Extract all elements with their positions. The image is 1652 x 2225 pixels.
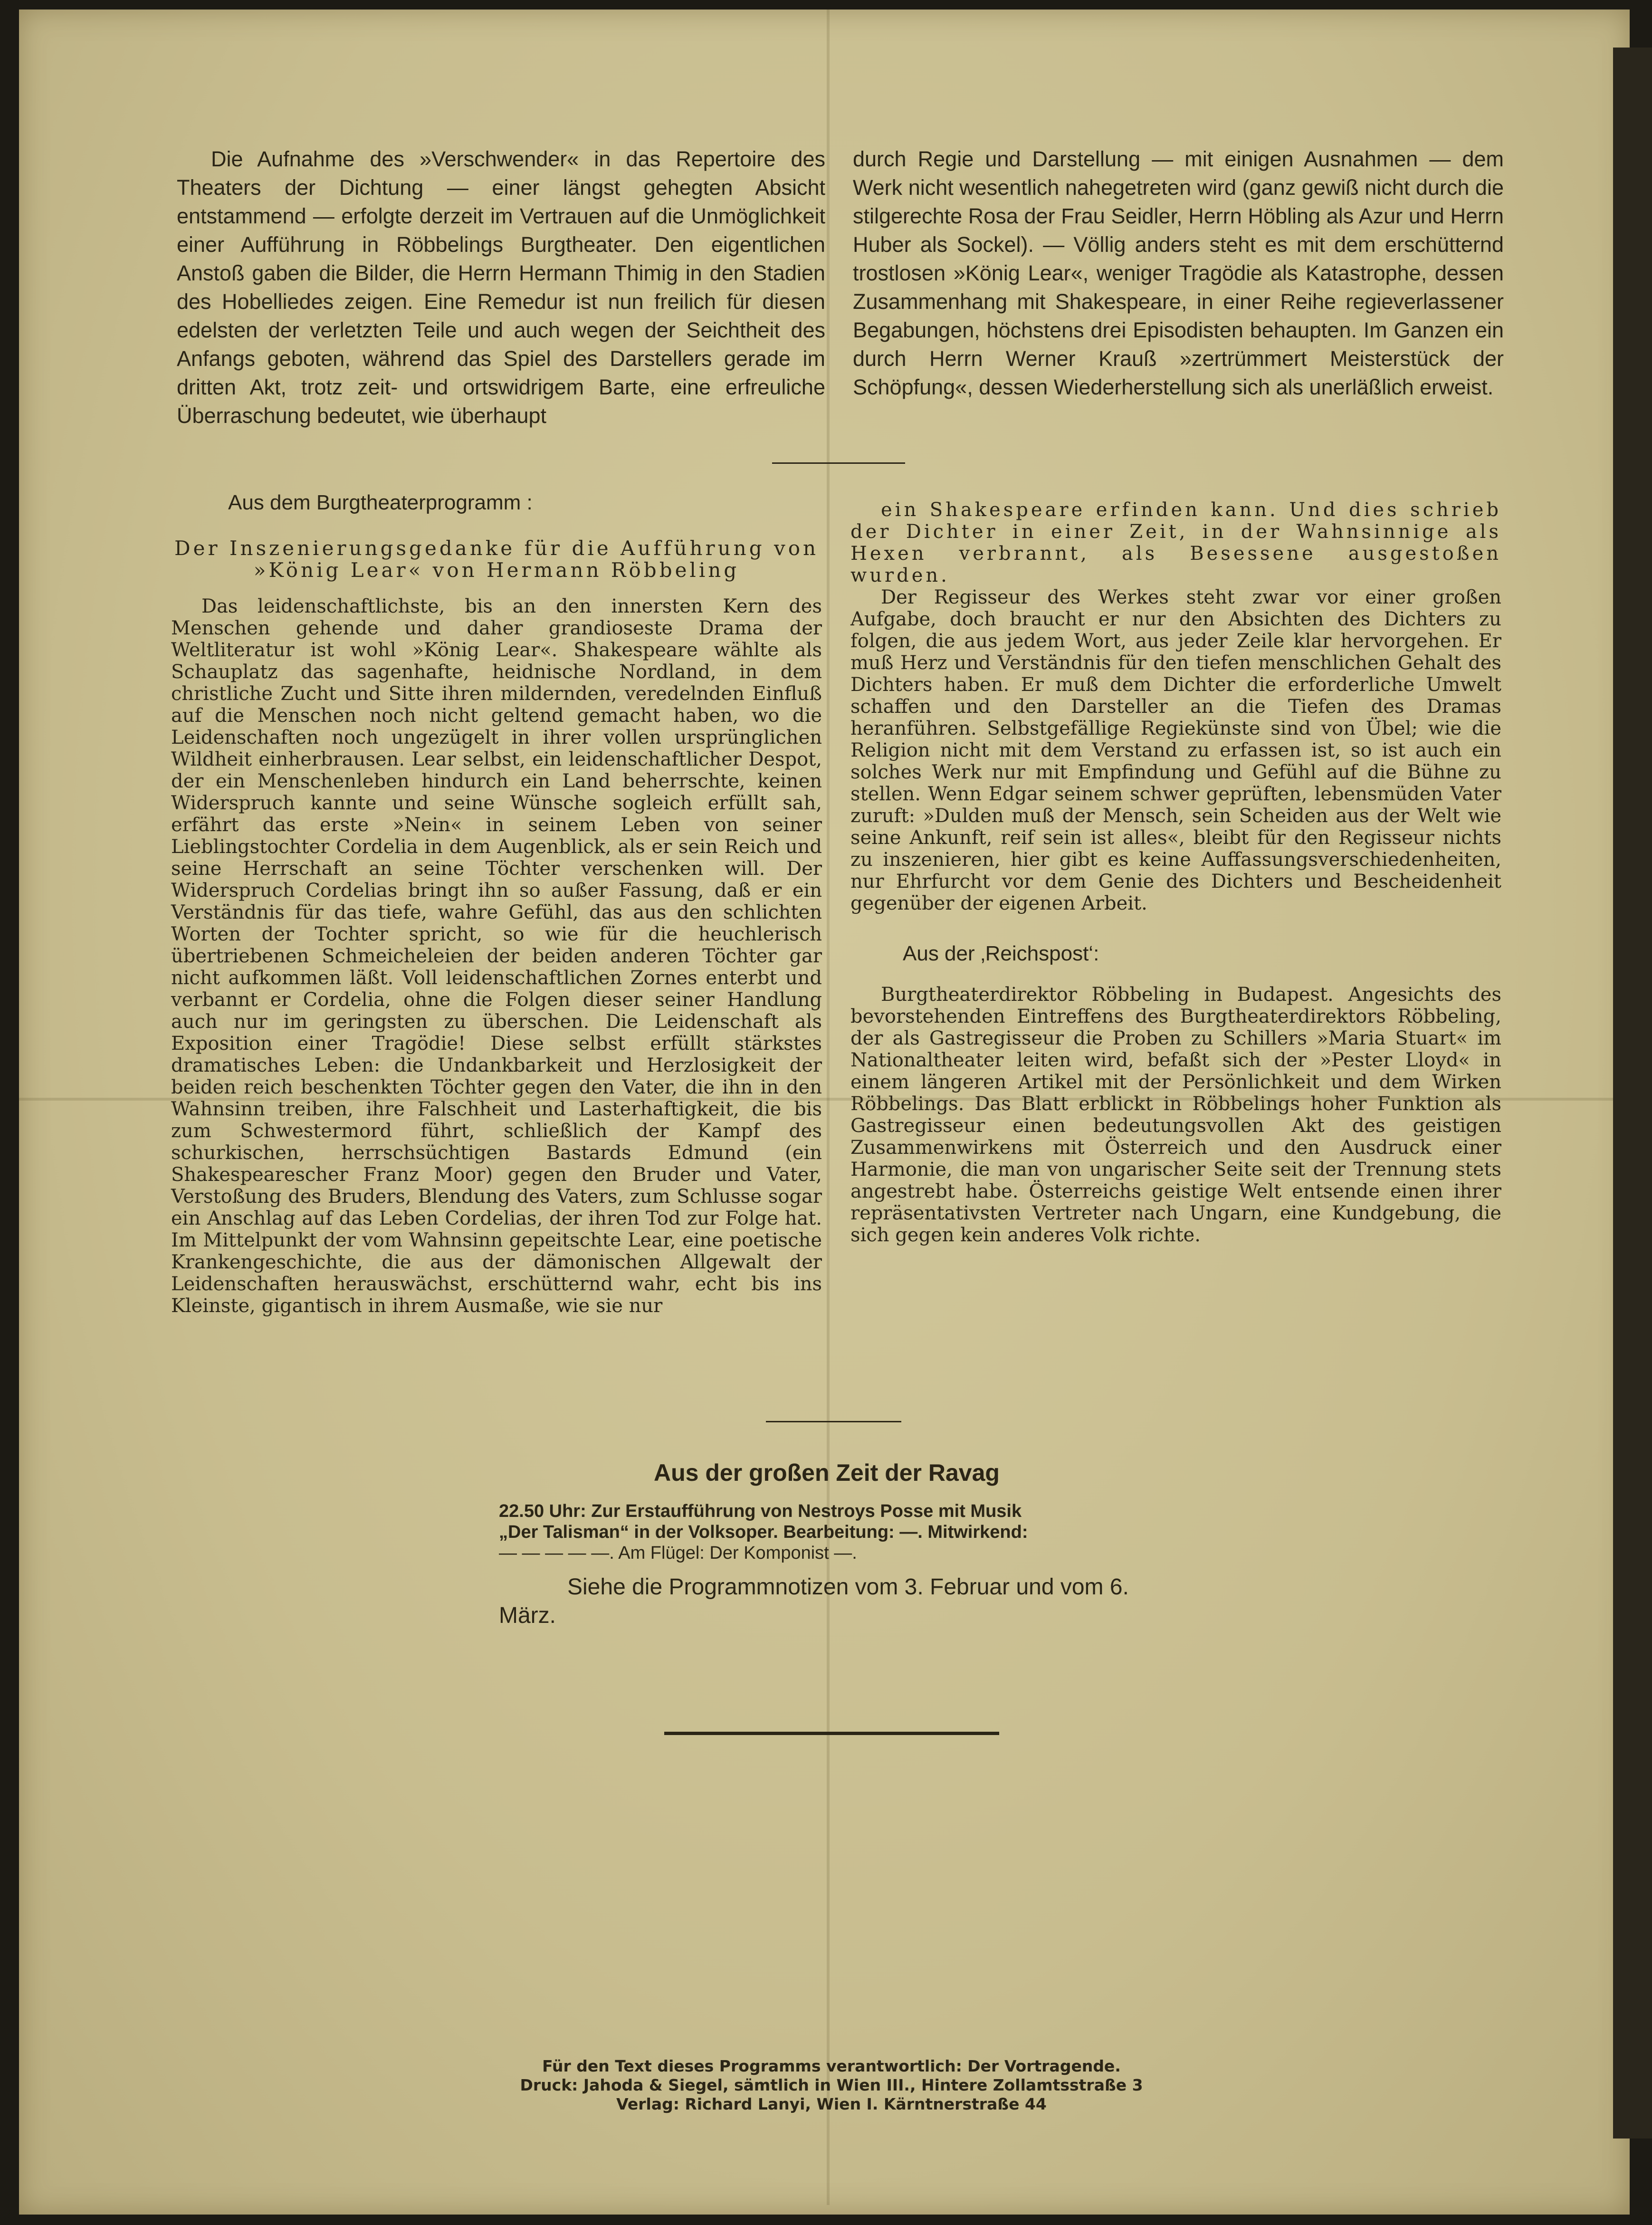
burg-body-2: Der Regisseur des Werkes steht zwar vor einer großen Aufgabe, doch braucht er nur den Absichten des Dichters zu folgen, die aus jedem Wort, aus jeder Zeile klar hervorgehen. Er muß Herz und Verständnis für den tiefen menschlichen Gehalt des Dichters haben. Er muß dem Dichter die erforderliche Umwelt schaffen und den Darsteller an die Tiefen des Dramas heranführen. Selbstgefällige Regiekünste sind von Übel; wie die Religion nicht mit dem Verstand zu erfassen ist, so ist auch ein solches Werk nur mit Empfindung und Gefühl auf die Bühne zu stellen. Wenn Edgar seinem schwer geprüften, lebensmüden Vater zuruft: »Dulden muß der Mensch, sein Scheiden aus der Welt wie seine Ankunft, reif sein ist alles«, bleibt für den Regisseur nichts zu inszenieren, hier gibt es keine Auffassungsverschiedenheiten, nur Ehrfurcht vor dem Genie des Dichters und Bescheidenheit gegenüber der eigenen Arbeit. xyxy=(850,586,1501,914)
footer-line2: Druck: Jahoda & Siegel, sämtlich in Wien III., Hintere Zollamtsstraße 3 xyxy=(520,2076,1143,2094)
mid-separator xyxy=(766,1421,901,1422)
vertical-fold xyxy=(827,10,830,2205)
ravag-line2: „Der Talisman“ in der Volksoper. Bearbeitung: —. Mitwirkend: xyxy=(499,1522,1028,1542)
reichspost-heading: Aus der ‚Reichspost‘: xyxy=(903,942,1099,965)
ravag-line1: 22.50 Uhr: Zur Erstaufführung von Nestroys Posse mit Musik xyxy=(499,1501,1022,1521)
burg-subtitle-line2: »König Lear« von Hermann Röbbeling xyxy=(253,558,740,582)
reichspost-body: Burgtheaterdirektor Röbbeling in Budapest. Angesichts des bevorstehenden Eintreffens des Burgtheaterdirektors Röbbeling, der als Gastregisseur die Proben zu Schillers »Maria Stuart« im Nationaltheater leiten wird, befaßt sich der »Pester Lloyd« in einem längeren Artikel mit der Persönlichkeit und dem Wirken Röbbelings. Das Blatt erblickt in Röbbelings hoher Funktion als Gastregisseur einen bedeutungsvollen Akt des geistigen Zusammenwirkens mit Österreich und den Ausdruck einer Harmonie, die man von ungarischer Seite seit der Trennung stets angestrebt habe. Österreichs geistige Welt entsende einen ihrer repräsentativsten Vertreter nach Ungarn, eine Kundgebung, die sich gegen kein anderes Volk richte. xyxy=(850,984,1501,1246)
burg-body: Das leidenschaftlichste, bis an den innersten Kern des Menschen gehende und daher grandioseste Drama der Weltliteratur ist wohl »König Lear«. Shakespeare wählte als Schauplatz das sagenhafte, heidnische Nordland, in dem christliche Zucht und Sitte ihren mildernden, veredelnden Einfluß auf die Menschen noch nicht geltend gemacht haben, wo die Leidenschaften noch ungezügelt in ihrer vollen ursprünglichen Wildheit einherbrausen. Lear selbst, ein leidenschaftlicher Despot, der ein Menschenleben hindurch ein Land beherrschte, keinen Widerspruch kannte und seine Wünsche sogleich erfüllt sah, erfährt das erste »Nein« in seinem Leben von seiner Lieblingstochter Cordelia in dem Augenblick, als er sein Reich und seine Herrschaft an seine Töchter verschenken will. Der Widerspruch Cordelias bringt ihn so außer Fassung, daß er ein Verständnis für das tiefe, wahre Gefühl, das aus den schlichten Worten der Tochter spricht, so wie für die heuchlerisch übertriebenen Schmeicheleien der beiden anderen Töchter gar nicht aufkommen läßt. Voll leidenschaftlichen Zornes enterbt und verbannt er Cordelia, ohne die Folgen dieser seiner Handlung auch nur im geringsten zu überschen. Die Leidenschaft als Exposition einer Tragödie! Diese selbst erfüllt stärkstes dramatisches Leben: die Undankbarkeit und Herzlosigkeit der beiden reich beschenkten Töchter gegen den Vater, die ihn in den Wahnsinn treiben, ihre Falschheit und Lasterhaftigkeit, die bis zum Schwestermord führt, schließlich der Kampf des schurkischen, herrschsüchtigen Bastards Edmund (ein Shakespearescher Franz Moor) gegen den Bruder und Vater, Verstoßung des Bruders, Blendung des Vaters, zum Schlusse sogar ein Anschlag auf das Leben Cordelias, der ihren Tod zur Folge hat. Im Mittelpunkt der vom Wahnsinn gepeitschte Lear, eine poetische Krankengeschichte, die aus der dämonischen Allgewalt der Leidenschaften herauswächst, erschütternd wahr, echt bis ins Kleinste, gigantisch in ihrem Ausmaße, wie sie nur xyxy=(171,595,822,1317)
burg-left-column xyxy=(171,492,822,1317)
burg-right-column xyxy=(850,499,1501,1246)
top-left-column xyxy=(177,145,825,430)
top-right-paragraph: durch Regie und Darstellung — mit einigen Ausnahmen — dem Werk nicht wesentlich nahegetreten wird (ganz gewiß nicht durch die stilgerechte Rosa der Frau Seidler, Herrn Höbling als Azur und Herrn Huber als Sockel). — Völlig anders steht es mit dem erschütternd trostlosen »König Lear«, weniger Tragödie als Katastrophe, dessen Zusammenhang mit Shakespeare, in einer Reihe regieverlassener Begabungen, höchstens drei Episodisten behaupten. Im Ganzen ein durch Herrn Werner Krauß »zertrümmert Meisterstück der Schöpfung«, dessen Wiederherstellung sich als unerläßlich erweist. xyxy=(853,147,1504,399)
footer-line3: Verlag: Richard Lanyi, Wien I. Kärntnerstraße 44 xyxy=(616,2095,1047,2113)
top-left-paragraph: Die Aufnahme des »Verschwender« in das Repertoire des Theaters der Dichtung — einer längst gehegten Absicht entstammend — erfolgte derzeit im Vertrauen auf die Unmöglichkeit einer Aufführung in Röbbelings Burgtheater. Den eigentlichen Anstoß gaben die Bilder, die Herrn Hermann Thimig in den Stadien des Hobelliedes zeigen. Eine Remedur ist nun freilich für diesen edelsten der verletzten Teile und auch wegen der Seichtheit des Anfangs geboten, während das Spiel des Darstellers gerade im dritten Akt, trotz zeit- und ortswidrigem Barte, eine erfreuliche Überraschung bedeutet, wie überhaupt xyxy=(177,147,825,428)
ravag-section xyxy=(499,1459,1155,1630)
top-separator xyxy=(772,462,905,464)
burg-subtitle-line1: Der Inszenierungsgedanke für die Aufführung von xyxy=(174,537,819,560)
heavy-rule xyxy=(664,1732,999,1735)
burg-continued: ein Shakespeare erfinden kann. Und dies schrieb der Dichter in einer Zeit, in der Wahnsinnige als Hexen verbrannt, als Besessene ausgestoßen wurden. xyxy=(850,499,1501,586)
ravag-heading: Aus der großen Zeit der Ravag xyxy=(654,1459,1000,1486)
footer-line1: Für den Text dieses Programms verantwortlich: Der Vortragende. xyxy=(542,2057,1121,2075)
ravag-line3: — — — — —. Am Flügel: Der Komponist —. xyxy=(499,1543,857,1563)
imprint-footer xyxy=(428,2057,1235,2114)
page-edge-shadow xyxy=(1613,48,1652,2139)
burg-heading: Aus dem Burgtheaterprogramm : xyxy=(228,491,533,514)
top-right-column xyxy=(853,145,1504,402)
ravag-note: Siehe die Programmnotizen vom 3. Februar und vom 6. März. xyxy=(499,1574,1129,1628)
